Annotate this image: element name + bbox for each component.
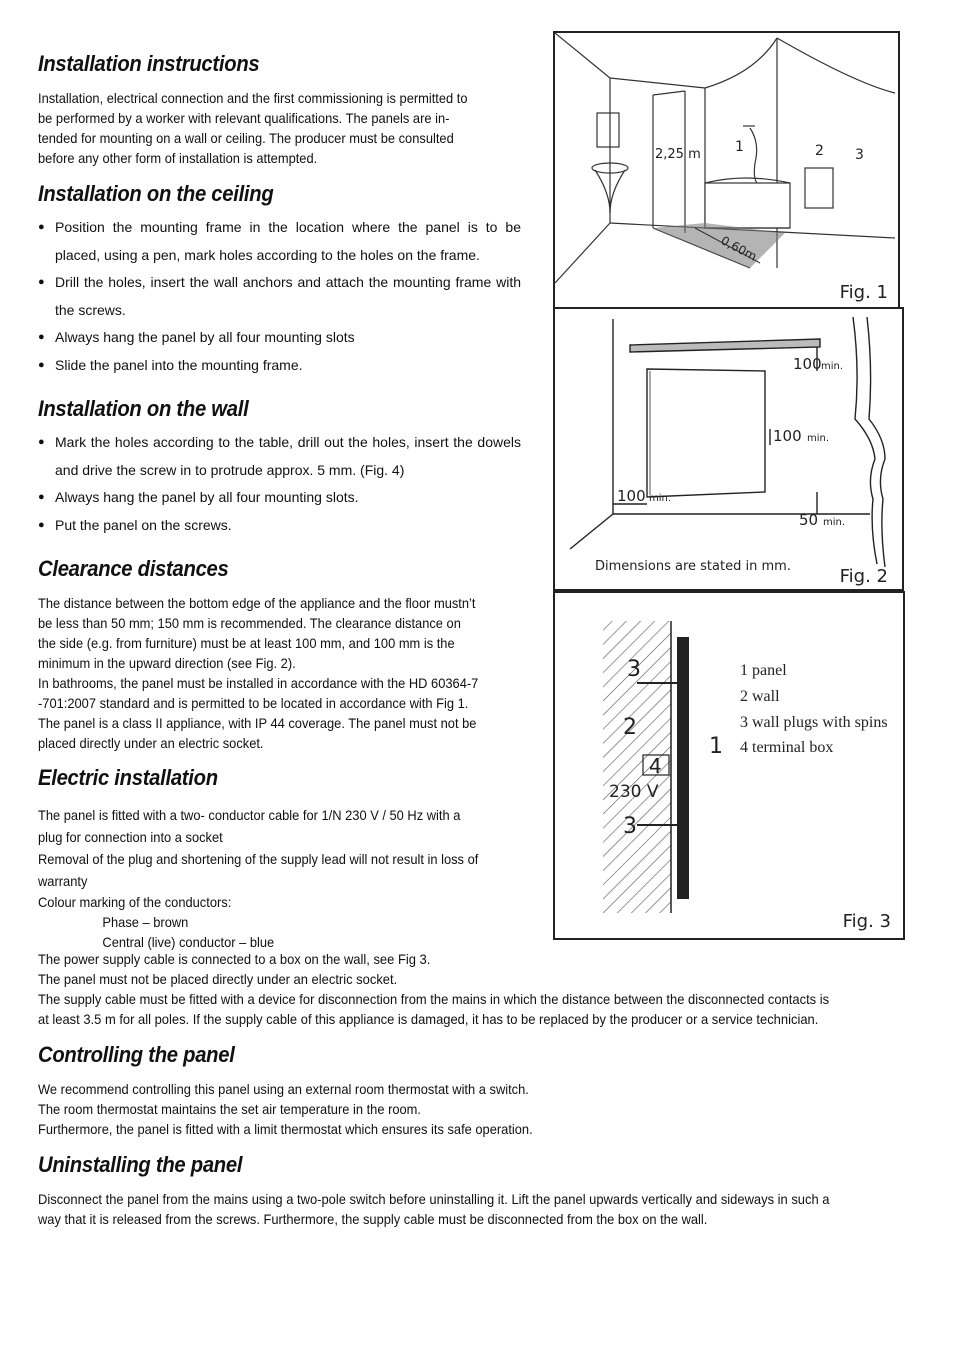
fig3-legend-item: 1 panel [740,662,787,679]
fig2-note: Dimensions are stated in mm. [595,559,791,574]
section-controlling [38,1042,908,1139]
paragraph-line: The distance between the bottom edge of the appliance and the floor mustn’t [38,595,476,611]
paragraph-line: The room thermostat maintains the set air temperature in the room. [38,1101,421,1117]
figure-1 [553,31,900,309]
heading-wall: Installation on the wall [38,396,249,421]
paragraph-line: Installation, electrical connection and the first commissioning is permitted to [38,90,468,106]
heading-ceiling: Installation on the ceiling [38,181,274,206]
fig3-label: Fig. 3 [842,911,891,932]
fig2-bottom-unit: min. [823,517,846,528]
paragraph-line: the side (e.g. from furniture) must be at least 100 mm, and 100 mm is the [38,635,455,651]
heading-electric: Electric installation [38,765,218,790]
heading-installation-instructions: Installation instructions [38,51,260,76]
list-item: ● Mark the holes according to the table, drill out the holes, insert the dowels and drive the screw in to protrude approx. 5 mm. (Fig. 4) [38,429,521,484]
fig2-top-value: 100 [793,355,822,373]
list-item: ● Always hang the panel by all four mounting slots. [38,484,521,512]
paragraph-line: The supply cable must be fitted with a device for disconnection from the mains in which the distance between the disconnected contacts is [38,991,830,1007]
paragraph-line: warranty [38,873,88,889]
ceiling-list [38,214,521,379]
fig3-voltage: 230 V [609,782,659,802]
section-ceiling [38,181,522,379]
paragraph-line: The panel is a class II appliance, with IP 44 coverage. The panel must not be [38,715,477,731]
paragraph-line: tended for mounting on a wall or ceiling. The producer must be consulted [38,130,454,146]
list-item: ● Always hang the panel by all four mounting slots [38,324,521,352]
paragraph-line: We recommend controlling this panel using an external room thermostat with a switch. [38,1081,529,1097]
figure-2 [553,307,904,591]
fig3-legend-item: 3 wall plugs with spins [740,714,888,731]
fig2-left-unit: min. [649,493,672,504]
section-electric [38,765,522,952]
fig3-num-3b: 3 [623,814,637,839]
fig3-legend-item: 4 terminal box [740,739,834,756]
paragraph-line: Removal of the plug and shortening of the supply lead will not result in loss of [38,851,479,867]
paragraph-line: The panel must not be placed directly under an electric socket. [38,971,398,987]
fig3-num-3a: 3 [627,657,641,682]
fig3-num-2: 2 [623,715,637,740]
fig2-side-unit: min. [807,433,830,444]
paragraph-line: The panel is fitted with a two- conductor cable for 1/N 230 V / 50 Hz with a [38,807,461,823]
paragraph-line: way that it is released from the screws. Furthermore, the supply cable must be disconnected from the box on the wall. [38,1211,708,1227]
fig3-num-1: 1 [709,734,723,759]
fig1-zone-2: 2 [815,143,824,159]
fig2-top-unit: min. [821,361,844,372]
wall-mount-illustration [555,593,903,938]
paragraph-line: In bathrooms, the panel must be installed in accordance with the HD 60364-7 [38,675,479,691]
fig3-legend-item: 2 wall [740,688,780,705]
paragraph-line: plug for connection into a socket [38,829,223,845]
section-clearance [38,556,522,753]
paragraph-line: before any other form of installation is attempted. [38,150,318,166]
paragraph-line: be performed by a worker with relevant qualifications. The panels are in- [38,110,450,126]
heading-controlling: Controlling the panel [38,1042,235,1067]
electric-continued [38,949,908,1029]
heading-clearance: Clearance distances [38,556,229,581]
paragraph-line: minimum in the upward direction (see Fig. 2). [38,655,296,671]
paragraph-line: Colour marking of the conductors: [38,894,232,910]
fig1-distance-label: 0,60m [718,233,760,264]
fig2-side-value: 100 [773,427,802,445]
fig2-label: Fig. 2 [839,566,888,587]
central-colour: Central (live) conductor – blue [102,934,275,950]
list-item: ● Put the panel on the screws. [38,512,521,540]
paragraph-line: at least 3.5 m for all poles. If the supply cable of this appliance is damaged, it has to be replaced by the producer or a service technician. [38,1011,819,1027]
phase-colour: Phase – brown [102,914,189,930]
list-item: ● Position the mounting frame in the location where the panel is to be placed, using a pen, mark holes according to the holes on the frame. [38,214,521,269]
list-item: ● Slide the panel into the mounting frame. [38,352,521,380]
heading-uninstalling: Uninstalling the panel [38,1152,243,1177]
bathroom-zones-illustration [555,33,898,307]
fig2-bottom-value: 50 [799,511,819,529]
fig2-left-value: 100 [617,487,646,505]
figure-3 [553,591,905,940]
fig1-label: Fig. 1 [839,282,888,303]
section-installation-instructions [38,51,522,168]
fig1-zone-3: 3 [855,147,864,163]
fig1-zone-1: 1 [735,139,744,155]
section-uninstalling [38,1152,908,1229]
fig1-height-label: 2,25 m [655,147,701,162]
wall-list [38,429,521,539]
clearance-illustration [555,309,902,589]
paragraph-line: Disconnect the panel from the mains using a two-pole switch before uninstalling it. Lift the panel upwards vertically and sideways in such a [38,1191,830,1207]
paragraph-line: placed directly under an electric socket. [38,735,264,751]
list-item: ● Drill the holes, insert the wall anchors and attach the mounting frame with the screws. [38,269,521,324]
section-wall [38,396,522,539]
fig3-num-4: 4 [649,754,662,778]
paragraph-line: -701:2007 standard and is permitted to be located in accordance with Fig 1. [38,695,469,711]
paragraph-line: The power supply cable is connected to a box on the wall, see Fig 3. [38,951,431,967]
paragraph-line: Furthermore, the panel is fitted with a limit thermostat which ensures its safe operation. [38,1121,533,1137]
paragraph-line: be less than 50 mm; 150 mm is recommended. The clearance distance on [38,615,461,631]
